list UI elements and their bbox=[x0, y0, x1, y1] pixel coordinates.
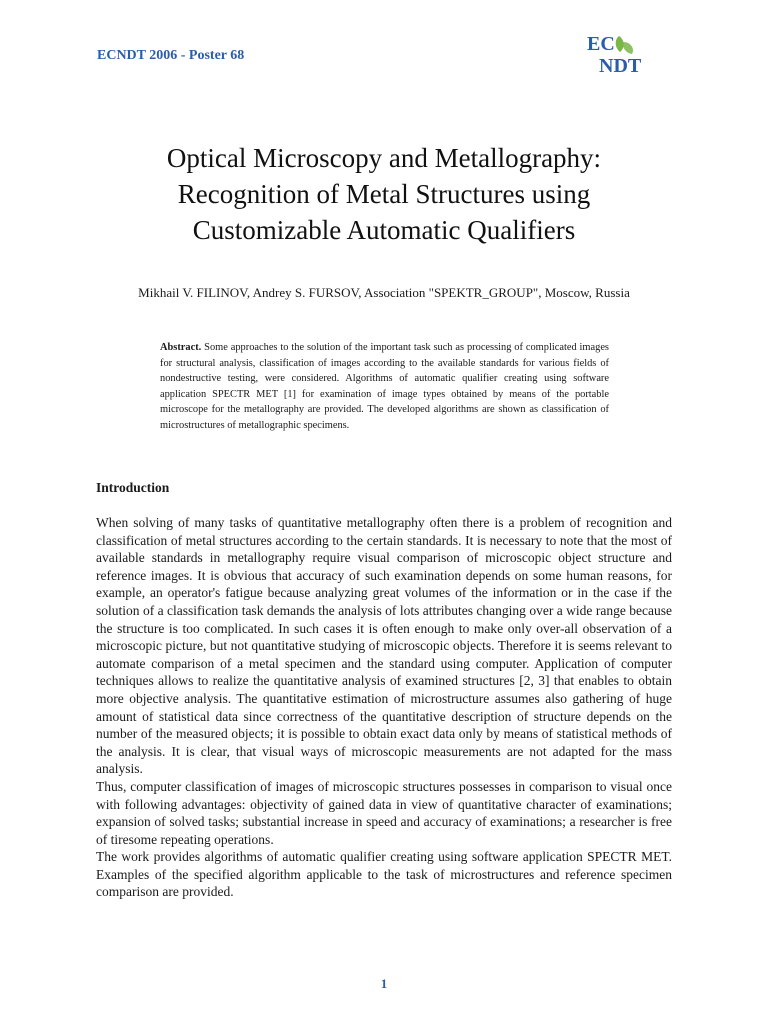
abstract-text: Some approaches to the solution of the important task such as processing of complicated images for structural analysis, classification of images according to the available standards for various fields of nondestructive testing, were considered. Algorithms of automatic qualifier creating using software application SPECTR MET [1] for examination of image types obtained by means of the portable microscope for the metallography are provided. The developed algorithms are shown as classification of microstructures of metallographic specimens. bbox=[160, 342, 609, 431]
conference-label: ECNDT 2006 - Poster 68 bbox=[97, 48, 245, 63]
abstract-label: Abstract. bbox=[160, 342, 202, 353]
introduction-body bbox=[96, 514, 672, 901]
ecndt-logo bbox=[585, 32, 657, 76]
author-affiliation: Mikhail V. FILINOV, Andrey S. FURSOV, Association "SPEKTR_GROUP", Moscow, Russia bbox=[138, 285, 630, 300]
body-paragraph: The work provides algorithms of automatic qualifier creating using software application SPECTR MET. Examples of the specified algorithm applicable to the task of microstructures and reference specimen comparison are provided. bbox=[96, 849, 672, 900]
logo-text-bottom: NDT bbox=[599, 55, 642, 76]
abstract bbox=[160, 340, 609, 433]
body-paragraph: When solving of many tasks of quantitative metallography often there is a problem of recognition and classification of metal structures according to the certain standards. It is necessary to note that the most of available standards in metallography require visual comparison of microscopic object structure and reference images. It is obvious that accuracy of such examination depends on some human reasons, for example, an operator's fatigue because analyzing great volumes of the information or in the case if the solution of a classification task demands the analysis of lots attributes changing over a wide range because the structure is too complicated. In such cases it is often enough to make only over-all observation of a microscopic picture, but not quantitative studying of microscopic objects. Therefore it is seems relevant to automate comparison of a metal specimen and the standard using computer. Application of computer techniques allows to realize the quantitative analysis of examined structures [2, 3] that enables to obtain more objective analysis. The quantitative estimation of microstructure assumes also gathering of huge amount of statistical data since correctness of the quantitative description of structure depends on the number of the measured objects; it is possible to obtain exact data only by means of statistical methods of the analysis. It is clear, that visual ways of microscopic measurements are not adapted for the mass analysis. bbox=[96, 515, 672, 777]
logo-text-top: EC bbox=[587, 33, 615, 55]
page-number: 1 bbox=[380, 976, 388, 991]
title-line: Optical Microscopy and Metallography: bbox=[166, 143, 602, 173]
section-heading-introduction: Introduction bbox=[96, 480, 170, 495]
paper-title bbox=[96, 140, 672, 248]
title-line: Customizable Automatic Qualifiers bbox=[192, 215, 576, 245]
title-line: Recognition of Metal Structures using bbox=[177, 179, 591, 209]
logo-leaf-icon bbox=[616, 36, 633, 54]
body-paragraph: Thus, computer classification of images of microscopic structures possesses in comparison to visual once with following advantages: objectivity of gained data in view of quantitative character of examinations; expansion of solved tasks; substantial increase in speed and accuracy of examinations; a researcher is free of tiresome repeating operations. bbox=[96, 778, 672, 847]
